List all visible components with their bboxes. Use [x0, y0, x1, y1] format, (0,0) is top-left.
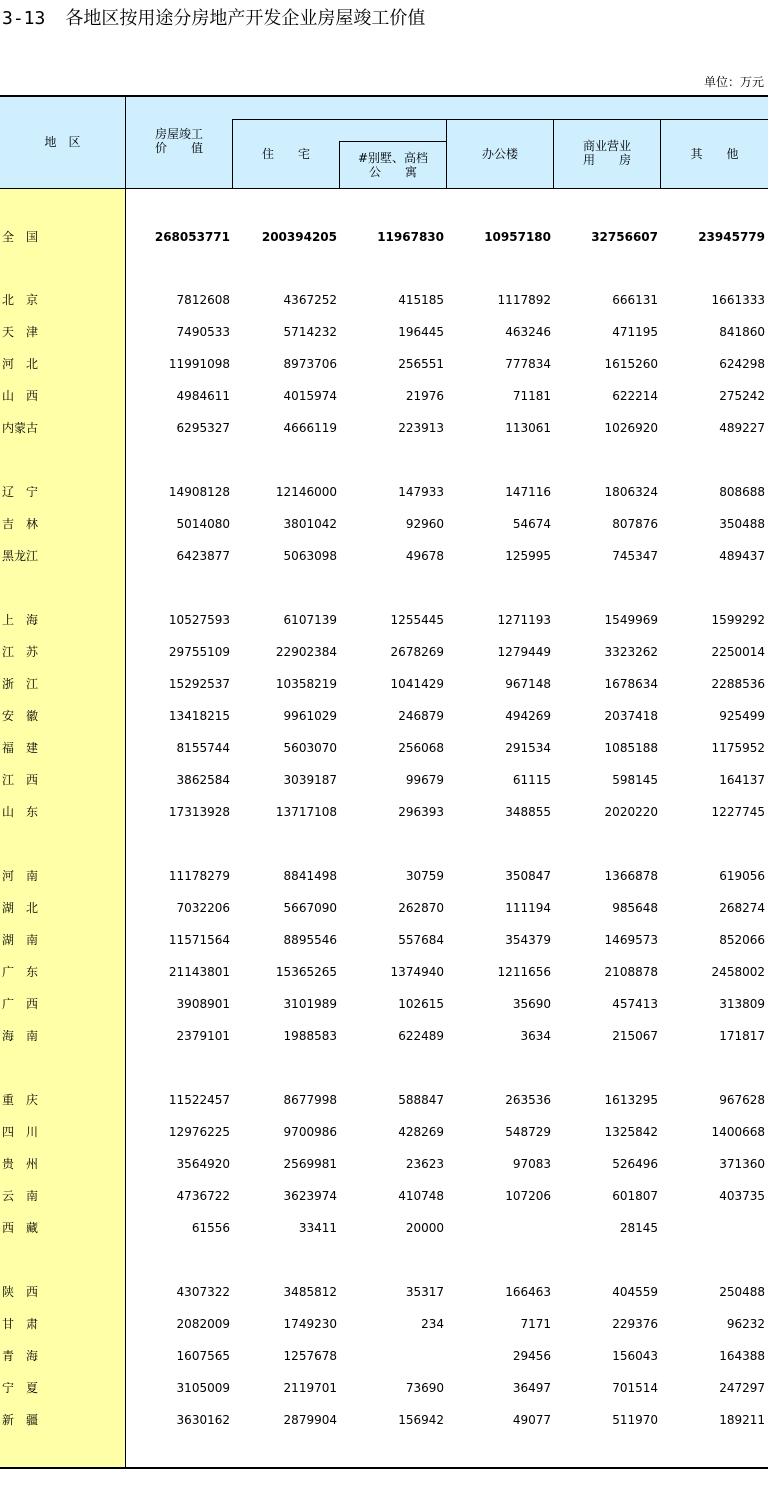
table-row — [0, 612, 768, 628]
value-cell: 1255445 — [390, 613, 444, 627]
value-cell: 215067 — [612, 1029, 658, 1043]
value-cell: 147116 — [505, 485, 551, 499]
value-cell: 588847 — [398, 1093, 444, 1107]
value-cell: 275242 — [719, 389, 765, 403]
value-cell: 28145 — [619, 1221, 658, 1235]
value-cell: 11522457 — [168, 1093, 230, 1107]
table-header — [0, 97, 768, 189]
value-cell: 99679 — [405, 773, 444, 787]
value-cell: 557684 — [398, 933, 444, 947]
value-cell: 263536 — [505, 1093, 551, 1107]
value-cell: 171817 — [719, 1029, 765, 1043]
value-cell: 9961029 — [283, 709, 337, 723]
value-cell: 164137 — [719, 773, 765, 787]
header-residential: 住 宅 — [261, 147, 310, 161]
value-cell: 8155744 — [176, 741, 230, 755]
table-row — [0, 1380, 768, 1396]
value-cell: 598145 — [612, 773, 658, 787]
value-cell: 3039187 — [283, 773, 337, 787]
table-row — [0, 1188, 768, 1204]
value-cell: 1366878 — [604, 869, 658, 883]
value-cell: 841860 — [719, 325, 765, 339]
table-row — [0, 324, 768, 340]
value-cell: 5063098 — [283, 549, 337, 563]
value-cell: 354379 — [505, 933, 551, 947]
value-cell: 15365265 — [275, 965, 337, 979]
value-cell: 1325842 — [604, 1125, 658, 1139]
value-cell: 32756607 — [591, 230, 658, 244]
value-cell: 2288536 — [711, 677, 765, 691]
value-cell: 49077 — [512, 1413, 551, 1427]
value-cell: 1806324 — [604, 485, 658, 499]
value-cell: 1271193 — [497, 613, 551, 627]
table-row — [0, 1124, 768, 1140]
region-name: 西 藏 — [2, 1221, 39, 1235]
region-name: 广 西 — [2, 997, 39, 1011]
region-name: 浙 江 — [2, 677, 39, 691]
value-cell: 189211 — [719, 1413, 765, 1427]
value-cell: 4307322 — [176, 1285, 230, 1299]
value-cell: 3634 — [520, 1029, 551, 1043]
value-cell: 471195 — [612, 325, 658, 339]
value-cell: 23945779 — [698, 230, 765, 244]
region-column — [0, 189, 125, 1467]
value-cell: 666131 — [612, 293, 658, 307]
region-name: 天 津 — [2, 325, 39, 339]
value-cell: 415185 — [398, 293, 444, 307]
region-name: 吉 林 — [2, 517, 39, 531]
value-cell: 5014080 — [176, 517, 230, 531]
table-row — [0, 868, 768, 884]
value-cell: 262870 — [398, 901, 444, 915]
header-other: 其 他 — [690, 147, 739, 161]
value-cell: 11178279 — [168, 869, 230, 883]
value-cell: 601807 — [612, 1189, 658, 1203]
value-cell: 624298 — [719, 357, 765, 371]
value-cell: 1085188 — [604, 741, 658, 755]
value-cell: 3801042 — [283, 517, 337, 531]
region-name: 新 疆 — [2, 1413, 39, 1427]
region-name: 上 海 — [2, 613, 39, 627]
region-name: 江 苏 — [2, 645, 39, 659]
table-row — [0, 420, 768, 436]
table-row — [0, 1220, 768, 1236]
value-cell: 1175952 — [711, 741, 765, 755]
value-cell: 745347 — [612, 549, 658, 563]
value-cell: 12976225 — [168, 1125, 230, 1139]
value-cell: 147933 — [398, 485, 444, 499]
value-cell: 9700986 — [283, 1125, 337, 1139]
table-row — [0, 740, 768, 756]
value-cell: 489437 — [719, 549, 765, 563]
value-cell: 256068 — [398, 741, 444, 755]
value-cell: 3862584 — [176, 773, 230, 787]
value-cell: 4984611 — [176, 389, 230, 403]
value-cell: 7490533 — [176, 325, 230, 339]
table-number: 3-13 — [2, 8, 46, 29]
value-cell: 852066 — [719, 933, 765, 947]
value-cell: 967628 — [719, 1093, 765, 1107]
value-cell: 967148 — [505, 677, 551, 691]
value-cell: 1227745 — [711, 805, 765, 819]
value-cell: 229376 — [612, 1317, 658, 1331]
region-name: 辽 宁 — [2, 485, 39, 499]
value-cell: 3105009 — [176, 1381, 230, 1395]
value-cell: 404559 — [612, 1285, 658, 1299]
value-cell: 11991098 — [168, 357, 230, 371]
value-cell: 3564920 — [176, 1157, 230, 1171]
value-cell: 30759 — [405, 869, 444, 883]
value-cell: 13418215 — [168, 709, 230, 723]
table-row — [0, 388, 768, 404]
table-row — [0, 1156, 768, 1172]
value-cell: 2569981 — [283, 1157, 337, 1171]
value-cell: 1211656 — [497, 965, 551, 979]
region-name: 山 东 — [2, 805, 39, 819]
value-cell: 268053771 — [154, 230, 230, 244]
region-name: 青 海 — [2, 1349, 39, 1363]
region-name: 云 南 — [2, 1189, 39, 1203]
value-cell: 2082009 — [176, 1317, 230, 1331]
value-cell: 7032206 — [176, 901, 230, 915]
value-cell: 20000 — [405, 1221, 444, 1235]
region-name: 北 京 — [2, 293, 39, 307]
table-row — [0, 900, 768, 916]
value-cell: 1988583 — [283, 1029, 337, 1043]
region-name: 四 川 — [2, 1125, 39, 1139]
value-cell: 54674 — [512, 517, 551, 531]
value-cell: 11571564 — [168, 933, 230, 947]
value-cell: 5667090 — [283, 901, 337, 915]
value-cell: 4736722 — [176, 1189, 230, 1203]
value-cell: 250488 — [719, 1285, 765, 1299]
value-cell: 6107139 — [283, 613, 337, 627]
value-cell: 4367252 — [283, 293, 337, 307]
value-cell: 256551 — [398, 357, 444, 371]
value-cell: 8895546 — [283, 933, 337, 947]
value-cell: 2458002 — [711, 965, 765, 979]
value-cell: 7171 — [520, 1317, 551, 1331]
value-cell: 7812608 — [176, 293, 230, 307]
value-cell: 3908901 — [176, 997, 230, 1011]
value-cell: 371360 — [719, 1157, 765, 1171]
value-cell: 1400668 — [711, 1125, 765, 1139]
value-cell: 200394205 — [261, 230, 337, 244]
table-row — [0, 1028, 768, 1044]
value-cell: 21976 — [405, 389, 444, 403]
value-cell: 61115 — [512, 773, 551, 787]
value-cell: 35317 — [405, 1285, 444, 1299]
value-cell: 808688 — [719, 485, 765, 499]
value-cell: 5714232 — [283, 325, 337, 339]
value-cell: 3323262 — [604, 645, 658, 659]
region-name: 山 西 — [2, 389, 39, 403]
value-cell: 2037418 — [604, 709, 658, 723]
value-cell: 8973706 — [283, 357, 337, 371]
value-cell: 619056 — [719, 869, 765, 883]
value-cell: 36497 — [512, 1381, 551, 1395]
header-region: 地 区 — [44, 135, 81, 149]
value-cell: 2119701 — [283, 1381, 337, 1395]
region-name: 内蒙古 — [2, 421, 39, 435]
header-villa-apartment: #别墅、高档 公 寓 — [357, 151, 429, 179]
value-cell: 807876 — [612, 517, 658, 531]
region-name: 黑龙江 — [2, 549, 39, 563]
region-name: 陕 西 — [2, 1285, 39, 1299]
table-row — [0, 484, 768, 500]
table-row — [0, 772, 768, 788]
value-cell: 10358219 — [275, 677, 337, 691]
value-cell: 403735 — [719, 1189, 765, 1203]
value-cell: 1279449 — [497, 645, 551, 659]
value-cell: 49678 — [405, 549, 444, 563]
value-cell: 622489 — [398, 1029, 444, 1043]
value-cell: 1613295 — [604, 1093, 658, 1107]
value-cell: 3630162 — [176, 1413, 230, 1427]
value-cell: 3101989 — [283, 997, 337, 1011]
value-cell: 234 — [421, 1317, 444, 1331]
table-row — [0, 932, 768, 948]
value-cell: 1615260 — [604, 357, 658, 371]
value-cell: 107206 — [505, 1189, 551, 1203]
value-cell: 428269 — [398, 1125, 444, 1139]
value-cell: 985648 — [612, 901, 658, 915]
value-cell: 164388 — [719, 1349, 765, 1363]
table-row — [0, 1348, 768, 1364]
table-row — [0, 1316, 768, 1332]
value-cell: 11967830 — [377, 230, 444, 244]
table-title — [2, 4, 425, 30]
value-cell: 17313928 — [168, 805, 230, 819]
region-name: 重 庆 — [2, 1093, 39, 1107]
region-name: 江 西 — [2, 773, 39, 787]
value-cell: 246879 — [398, 709, 444, 723]
table-row — [0, 964, 768, 980]
value-cell: 61556 — [191, 1221, 230, 1235]
region-name: 广 东 — [2, 965, 39, 979]
value-cell: 1599292 — [711, 613, 765, 627]
value-cell: 1749230 — [283, 1317, 337, 1331]
value-cell: 296393 — [398, 805, 444, 819]
region-name: 河 南 — [2, 869, 39, 883]
region-name: 湖 南 — [2, 933, 39, 947]
value-cell: 247297 — [719, 1381, 765, 1395]
value-cell: 35690 — [512, 997, 551, 1011]
value-cell: 2020220 — [604, 805, 658, 819]
value-cell: 350847 — [505, 869, 551, 883]
value-cell: 1257678 — [283, 1349, 337, 1363]
value-cell: 73690 — [405, 1381, 444, 1395]
value-cell: 350488 — [719, 517, 765, 531]
table-row — [0, 356, 768, 372]
table-row — [0, 804, 768, 820]
table-row — [0, 644, 768, 660]
value-cell: 313809 — [719, 997, 765, 1011]
value-cell: 526496 — [612, 1157, 658, 1171]
value-cell: 23623 — [405, 1157, 444, 1171]
value-cell: 1117892 — [497, 293, 551, 307]
value-cell: 166463 — [505, 1285, 551, 1299]
value-cell: 1661333 — [711, 293, 765, 307]
value-cell: 925499 — [719, 709, 765, 723]
value-cell: 6295327 — [176, 421, 230, 435]
value-cell: 410748 — [398, 1189, 444, 1203]
value-cell: 96232 — [726, 1317, 765, 1331]
value-cell: 2678269 — [390, 645, 444, 659]
region-name: 安 徽 — [2, 709, 39, 723]
table-row — [0, 996, 768, 1012]
value-cell: 33411 — [298, 1221, 337, 1235]
value-cell: 777834 — [505, 357, 551, 371]
value-cell: 3485812 — [283, 1285, 337, 1299]
value-cell: 12146000 — [275, 485, 337, 499]
region-name: 福 建 — [2, 741, 39, 755]
value-cell: 2250014 — [711, 645, 765, 659]
value-cell: 156043 — [612, 1349, 658, 1363]
value-cell: 1041429 — [390, 677, 444, 691]
region-name: 海 南 — [2, 1029, 39, 1043]
value-cell: 548729 — [505, 1125, 551, 1139]
value-cell: 102615 — [398, 997, 444, 1011]
value-cell: 10527593 — [168, 613, 230, 627]
value-cell: 156942 — [398, 1413, 444, 1427]
value-cell: 701514 — [612, 1381, 658, 1395]
value-cell: 13717108 — [275, 805, 337, 819]
table-row — [0, 548, 768, 564]
value-cell: 489227 — [719, 421, 765, 435]
value-cell: 1374940 — [390, 965, 444, 979]
value-cell: 511970 — [612, 1413, 658, 1427]
value-cell: 29456 — [512, 1349, 551, 1363]
table-row — [0, 1284, 768, 1300]
value-cell: 622214 — [612, 389, 658, 403]
value-cell: 14908128 — [168, 485, 230, 499]
value-cell: 22902384 — [275, 645, 337, 659]
value-cell: 8677998 — [283, 1093, 337, 1107]
value-cell: 5603070 — [283, 741, 337, 755]
value-cell: 2879904 — [283, 1413, 337, 1427]
value-cell: 6423877 — [176, 549, 230, 563]
region-name: 湖 北 — [2, 901, 39, 915]
region-name: 甘 肃 — [2, 1317, 39, 1331]
value-cell: 1549969 — [604, 613, 658, 627]
table-row — [0, 1092, 768, 1108]
value-cell: 29755109 — [168, 645, 230, 659]
table-row-national-total — [0, 229, 768, 245]
value-cell: 494269 — [505, 709, 551, 723]
table-row — [0, 1412, 768, 1428]
table-row — [0, 676, 768, 692]
table-row — [0, 708, 768, 724]
value-cell: 21143801 — [168, 965, 230, 979]
value-cell: 463246 — [505, 325, 551, 339]
table-row — [0, 516, 768, 532]
value-cell: 1678634 — [604, 677, 658, 691]
value-cell: 97083 — [512, 1157, 551, 1171]
value-cell: 268274 — [719, 901, 765, 915]
region-name: 宁 夏 — [2, 1381, 39, 1395]
region-name: 河 北 — [2, 357, 39, 371]
table-row — [0, 292, 768, 308]
value-cell: 1469573 — [604, 933, 658, 947]
value-cell: 125995 — [505, 549, 551, 563]
value-cell: 113061 — [505, 421, 551, 435]
value-cell: 15292537 — [168, 677, 230, 691]
value-cell: 348855 — [505, 805, 551, 819]
region-name: 全 国 — [2, 230, 39, 244]
value-cell: 1607565 — [176, 1349, 230, 1363]
value-cell: 4015974 — [283, 389, 337, 403]
value-cell: 3623974 — [283, 1189, 337, 1203]
value-cell: 71181 — [512, 389, 551, 403]
value-cell: 4666119 — [283, 421, 337, 435]
value-cell: 2379101 — [176, 1029, 230, 1043]
table-title-text: 各地区按用途分房地产开发企业房屋竣工价值 — [65, 8, 426, 29]
value-cell: 2108878 — [604, 965, 658, 979]
value-cell: 457413 — [612, 997, 658, 1011]
header-total-value: 房屋竣工 价 值 — [154, 127, 203, 155]
unit-label: 单位：万元 — [703, 75, 764, 89]
value-cell: 196445 — [398, 325, 444, 339]
value-cell: 111194 — [505, 901, 551, 915]
value-cell: 291534 — [505, 741, 551, 755]
value-cell: 10957180 — [484, 230, 551, 244]
header-office: 办公楼 — [481, 147, 518, 161]
value-cell: 92960 — [405, 517, 444, 531]
header-commercial: 商业营业 用 房 — [582, 139, 631, 167]
value-cell: 8841498 — [283, 869, 337, 883]
value-cell: 1026920 — [604, 421, 658, 435]
value-cell: 223913 — [398, 421, 444, 435]
region-name: 贵 州 — [2, 1157, 39, 1171]
